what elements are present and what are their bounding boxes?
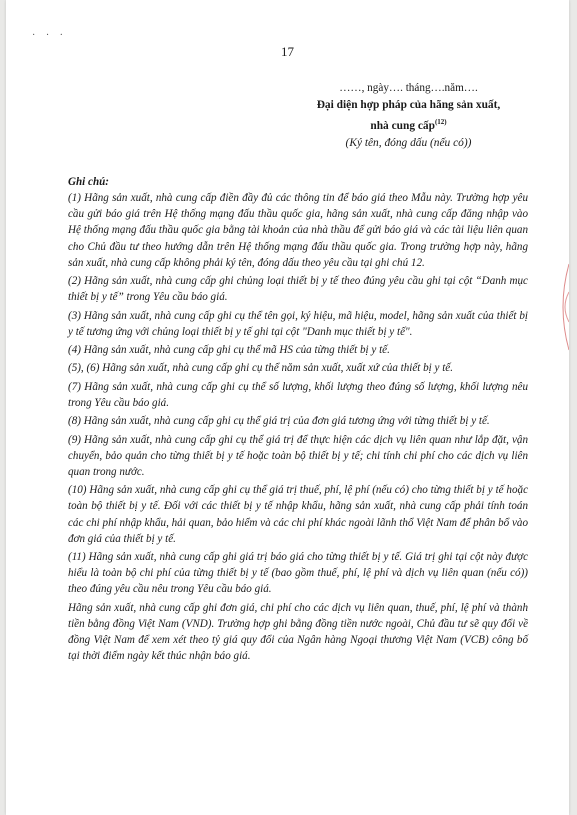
document-page [6,0,569,815]
note-paragraph: (2) Hãng sản xuất, nhà cung cấp ghi chủng loại thiết bị y tế theo đúng yêu cầu ghi tại cột “Danh mục thiết bị y tế” trong Yêu cầu báo giá. [68,275,528,304]
scan-artifact: · · · [32,30,67,41]
signature-title-line1: Đại diện hợp pháp của hãng sản xuất, [316,99,501,111]
note-paragraph: (8) Hãng sản xuất, nhà cung cấp ghi cụ thể giá trị của đơn giá tương ứng với từng thiết bị y tế. [68,415,490,428]
signature-note: (Ký tên, đóng dấu (nếu có)) [345,136,472,149]
notes-section [68,174,528,664]
note-paragraph: (3) Hãng sản xuất, nhà cung cấp ghi cụ thể tên gọi, ký hiệu, mã hiệu, model, hãng sản xuất của thiết bị y tế tương ứng với chủng loại thiết bị y tế ghi tại cột "Danh mục thiết bị y tế". [68,309,528,338]
footnote-reference: (12) [434,118,447,126]
note-paragraph: (1) Hãng sản xuất, nhà cung cấp điền đầy đủ các thông tin để báo giá theo Mẫu này. Trường hợp yêu cầu gửi báo giá trên Hệ thống mạng đấu thầu quốc gia, hãng sản xuất, nhà cung cấp đăng nhập vào Hệ thống mạng đấu thầu quốc gia bằng tài khoản của nhà thầu để gửi báo giá và các tài liệu liên quan cho Chủ đầu tư theo hướng dẫn trên Hệ thống mạng đấu thầu quốc gia. Trong trường hợp này, hãng sản xuất, nhà cung cấp không phải ký tên, đóng dấu theo yêu cầu tại ghi chú 12. [68,192,528,269]
note-paragraph: (4) Hãng sản xuất, nhà cung cấp ghi cụ thể mã HS của từng thiết bị y tế. [68,344,390,357]
notes-heading: Ghi chú: [68,176,109,188]
note-paragraph: (9) Hãng sản xuất, nhà cung cấp ghi cụ thể giá trị để thực hiện các dịch vụ liên quan như lắp đặt, vận chuyển, bảo quản cho từng thiết bị y tế hoặc toàn bộ thiết bị y tế; chi tính chi phí cho các dịch vụ liên quan trong nước. [68,433,528,478]
note-paragraph: (10) Hãng sản xuất, nhà cung cấp ghi cụ thể giá trị thuế, phí, lệ phí (nếu có) cho từng thiết bị y tế hoặc toàn bộ thiết bị y tế. Đối với các thiết bị y tế nhập khẩu, hãng sản xuất, nhà cung cấp phải tính toán các chi phí nhập khẩu, hải quan, bảo hiểm và các chi phí khác ngoài lãnh thổ Việt Nam để phân bổ vào đơn giá của thiết bị y tế. [68,484,528,545]
signature-date-line: ……, ngày…. tháng….năm…. [339,82,478,94]
note-paragraph: (5), (6) Hãng sản xuất, nhà cung cấp ghi cụ thể năm sản xuất, xuất xứ của thiết bị y tế. [68,362,454,375]
note-paragraph: (11) Hãng sản xuất, nhà cung cấp ghi giá trị báo giá cho từng thiết bị y tế. Giá trị ghi tại cột này được hiểu là toàn bộ chi phí của từng thiết bị y tế (bao gồm thuế, phí, lệ phí và dịch vụ liên quan (nếu có)) theo đúng yêu cầu nêu trong Yêu cầu báo giá. [68,551,528,596]
page-number: 17 [281,44,294,59]
signature-title-text: nhà cung cấp [370,119,435,132]
signature-title-line2 [296,114,521,135]
note-paragraph: (7) Hãng sản xuất, nhà cung cấp ghi cụ thể số lượng, khối lượng theo đúng số lượng, khối lượng nêu trong Yêu cầu báo giá. [68,380,528,409]
signature-block [296,80,521,152]
note-paragraph: Hãng sản xuất, nhà cung cấp ghi đơn giá, chi phí cho các dịch vụ liên quan, thuế, phí, lệ phí và thành tiền bằng đồng Việt Nam (VND). Trường hợp ghi bằng đồng tiền nước ngoài, Chủ đầu tư sẽ quy đổi về đồng Việt Nam để xem xét theo tỷ giá quy đổi của Ngân hàng Ngoại thương Việt Nam (VCB) công bố tại thời điểm ngày kết thúc nhận báo giá. [68,601,528,663]
stamp-fragment-icon [555,262,569,352]
